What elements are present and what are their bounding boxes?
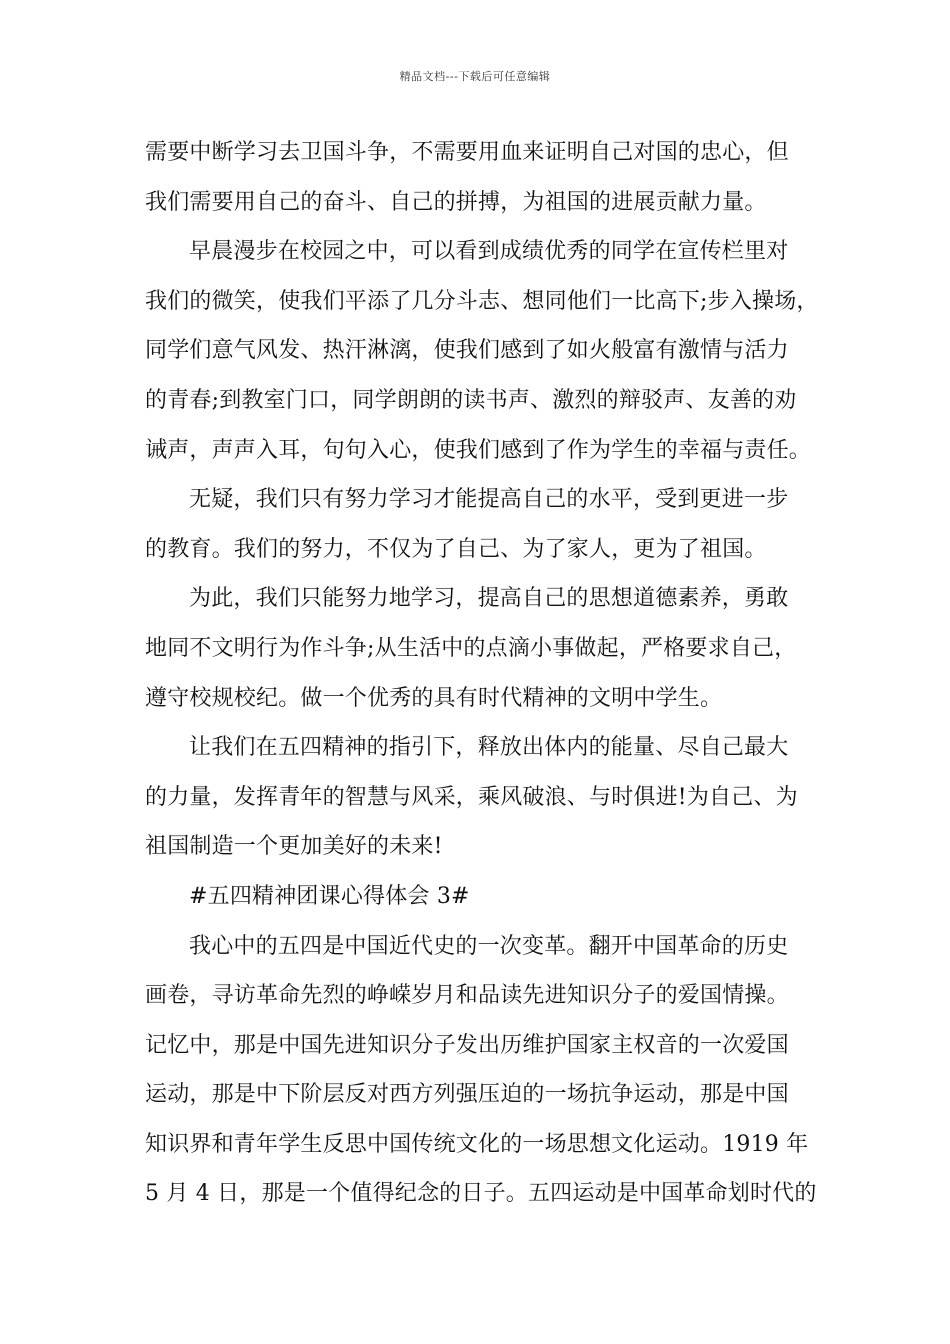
text-line: 祖国制造一个更加美好的未来! — [145, 834, 443, 860]
text-line: 需要中断学习去卫国斗争，不需要用血来证明自己对国的忠心，但 — [145, 140, 789, 165]
text-line: 5 月 4 日，那是一个值得纪念的日子。五四运动是中国革命划时代的 — [145, 1181, 817, 1207]
text-line: 为此，我们只能努力地学习，提高自己的思想道德素养，勇敢 — [189, 586, 789, 612]
text-line: 的教育。我们的努力，不仅为了自己、为了家人，更为了祖国。 — [145, 536, 767, 562]
text-line: 运动，那是中下阶层反对西方列强压迫的一场抗争运动，那是中国 — [145, 1082, 789, 1108]
document-body — [145, 128, 835, 1219]
text-line: 遵守校规校纪。做一个优秀的具有时代精神的文明中学生。 — [145, 685, 723, 711]
text-line: 诫声，声声入耳，句句入心，使我们感到了作为学生的幸福与责任。 — [145, 437, 812, 463]
text-line: 让我们在五四精神的指引下，释放出体内的能量、尽自己最大 — [189, 735, 789, 761]
text-line: 早晨漫步在校园之中，可以看到成绩优秀的同学在宣传栏里对 — [189, 239, 789, 265]
text-line: 的力量，发挥青年的智慧与风采，乘风破浪、与时俱进!为自己、为 — [145, 784, 798, 810]
text-line: 无疑，我们只有努力学习才能提高自己的水平，受到更进一步 — [189, 487, 789, 513]
text-line: 记忆中，那是中国先进知识分子发出历维护国家主权音的一次爱国 — [145, 1032, 789, 1058]
section-heading: #五四精神团课心得体会 3# — [189, 883, 470, 909]
text-line: 我们的微笑，使我们平添了几分斗志、想同他们一比高下;步入操场， — [145, 288, 819, 314]
text-line: 知识界和青年学生反思中国传统文化的一场思想文化运动。1919 年 — [145, 1131, 809, 1157]
text-line: 同学们意气风发、热汗淋漓，使我们感到了如火般富有激情与活力 — [145, 338, 789, 364]
text-line: 的青春;到教室门口，同学朗朗的读书声、激烈的辩驳声、友善的劝 — [145, 387, 797, 413]
text-line: 地同不文明行为作斗争;从生活中的点滴小事做起，严格要求自己， — [145, 635, 797, 661]
text-line: 我心中的五四是中国近代史的一次变革。翻开中国革命的历史 — [189, 933, 789, 959]
page-header: 精品文档---下载后可任意编辑 — [399, 70, 551, 83]
text-line: 画卷，寻访革命先烈的峥嵘岁月和品读先进知识分子的爱国情操。 — [145, 983, 789, 1009]
text-line: 我们需要用自己的奋斗、自己的拼搏，为祖国的进展贡献力量。 — [145, 189, 767, 215]
